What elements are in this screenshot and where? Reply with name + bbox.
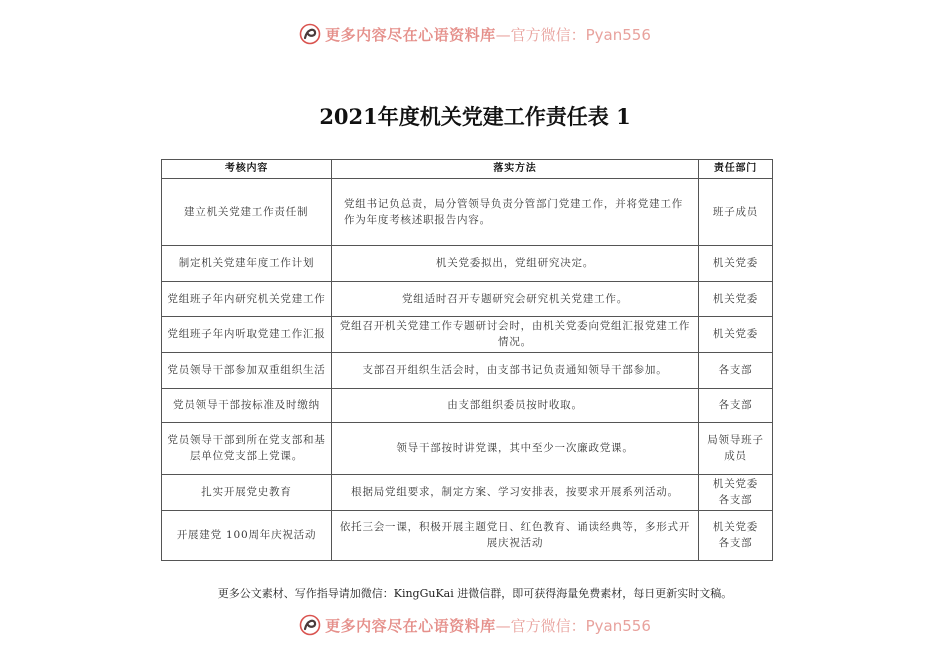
cell-content: 建立机关党建工作责任制 — [162, 179, 332, 246]
cell-dept: 机关党委 — [699, 246, 773, 282]
table-row — [162, 317, 773, 353]
watermark-text: 更多内容尽在心语资料库 — [325, 25, 496, 44]
table-row — [162, 282, 773, 317]
column-header-content: 考核内容 — [162, 160, 332, 179]
cell-method: 党组书记负总责，局分管领导负责分管部门党建工作，并将党建工作作为年度考核述职报告内容。 — [332, 179, 699, 246]
table-row — [162, 388, 773, 422]
cell-content: 党员领导干部到所在党支部和基层单位党支部上党课。 — [162, 422, 332, 474]
cell-content: 党组班子年内研究机关党建工作 — [162, 282, 332, 317]
table-row — [162, 352, 773, 388]
logo-icon — [299, 614, 321, 636]
table-row — [162, 179, 773, 246]
cell-dept: 机关党委 — [699, 282, 773, 317]
cell-method: 支部召开组织生活会时，由支部书记负责通知领导干部参加。 — [332, 352, 699, 388]
cell-content: 扎实开展党史教育 — [162, 474, 332, 510]
cell-method: 机关党委拟出，党组研究决定。 — [332, 246, 699, 282]
watermark-contact: —官方微信：Pyan556 — [495, 25, 651, 44]
table-row — [162, 422, 773, 474]
cell-dept: 各支部 — [699, 388, 773, 422]
logo-icon — [299, 23, 321, 45]
cell-method: 根据局党组要求，制定方案、学习安排表，按要求开展系列活动。 — [332, 474, 699, 510]
cell-method: 党组适时召开专题研究会研究机关党建工作。 — [332, 282, 699, 317]
cell-dept: 局领导班子成员 — [699, 422, 773, 474]
cell-method: 党组召开机关党建工作专题研讨会时，由机关党委向党组汇报党建工作情况。 — [332, 317, 699, 353]
cell-content: 党员领导干部参加双重组织生活 — [162, 352, 332, 388]
cell-content: 党员领导干部按标准及时缴纳 — [162, 388, 332, 422]
table-row — [162, 474, 773, 510]
cell-dept: 机关党委 各支部 — [699, 510, 773, 560]
table-row — [162, 510, 773, 560]
document-title: 2021年度机关党建工作责任表 1 — [319, 104, 631, 129]
cell-dept: 各支部 — [699, 352, 773, 388]
column-header-dept: 责任部门 — [699, 160, 773, 179]
footer-note: 更多公文素材、写作指导请加微信：KingGuKai 进微信群，即可获得海量免费素材，每日更新实时文稿。 — [217, 587, 733, 600]
cell-dept: 班子成员 — [699, 179, 773, 246]
watermark-contact: —官方微信：Pyan556 — [495, 616, 651, 635]
table-header-row — [162, 160, 773, 179]
cell-dept: 机关党委 — [699, 317, 773, 353]
cell-method: 领导干部按时讲党课，其中至少一次廉政党课。 — [332, 422, 699, 474]
watermark-text: 更多内容尽在心语资料库 — [325, 616, 496, 635]
cell-content: 党组班子年内听取党建工作汇报 — [162, 317, 332, 353]
cell-content: 制定机关党建年度工作计划 — [162, 246, 332, 282]
cell-dept: 机关党委 各支部 — [699, 474, 773, 510]
responsibility-table — [161, 159, 773, 561]
cell-method: 由支部组织委员按时收取。 — [332, 388, 699, 422]
cell-method: 依托三会一课，积极开展主题党日、红色教育、诵读经典等，多形式开展庆祝活动 — [332, 510, 699, 560]
table-row — [162, 246, 773, 282]
footer-watermark — [0, 613, 950, 637]
header-watermark — [0, 22, 950, 46]
cell-content: 开展建党 100周年庆祝活动 — [162, 510, 332, 560]
column-header-method: 落实方法 — [332, 160, 699, 179]
